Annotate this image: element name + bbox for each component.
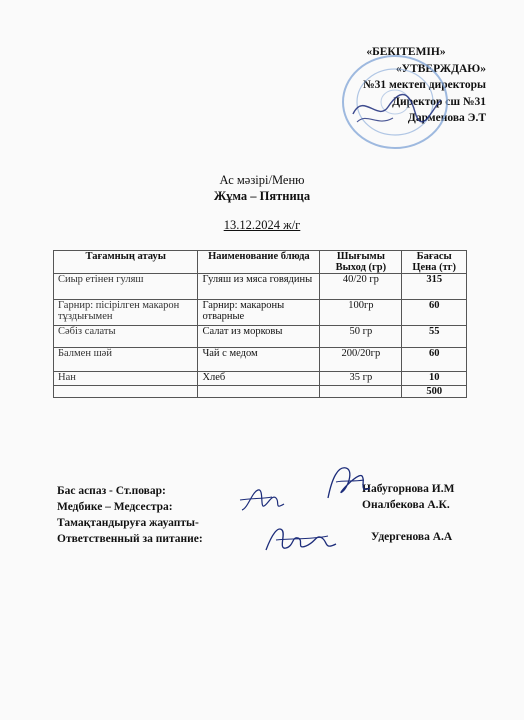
table-header-row-1 bbox=[54, 251, 467, 263]
table-row bbox=[54, 326, 467, 348]
responsible-signature-icon bbox=[262, 520, 342, 560]
col-name-kz-header: Тағамның атауы bbox=[54, 251, 198, 274]
dish-yield: 200/20гр bbox=[320, 348, 402, 372]
dish-name-kz: Нан bbox=[54, 372, 198, 386]
cook-label: Бас аспаз - Ст.повар: bbox=[57, 485, 166, 497]
col-yield-ru-header: Выход (гр) bbox=[320, 262, 402, 274]
nurse-label: Медбике – Медсестра: bbox=[57, 501, 173, 513]
dish-name-kz: Гарнир: пісірілген макарон тұздығымен bbox=[54, 300, 198, 326]
school-stamp-icon bbox=[333, 52, 453, 152]
dish-name-ru: Хлеб bbox=[198, 372, 320, 386]
responsible-label-ru: Ответственный за питание: bbox=[57, 533, 203, 545]
table-row bbox=[54, 300, 467, 326]
dish-price: 60 bbox=[402, 300, 467, 326]
dish-yield: 40/20 гр bbox=[320, 274, 402, 300]
dish-yield: 100гр bbox=[320, 300, 402, 326]
table-row bbox=[54, 372, 467, 386]
dish-name-ru: Гуляш из мяса говядины bbox=[198, 274, 320, 300]
dish-name-ru: Гарнир: макароны отварные bbox=[198, 300, 320, 326]
menu-day: Жұма – Пятница bbox=[213, 189, 311, 203]
dish-name-ru: Чай с медом bbox=[198, 348, 320, 372]
col-name-ru-header: Наименование блюда bbox=[198, 251, 320, 274]
responsible-name: Удергенова А.А bbox=[371, 531, 453, 543]
dish-name-ru: Салат из морковы bbox=[198, 326, 320, 348]
menu-table bbox=[53, 250, 467, 398]
col-yield-kz-header: Шығымы bbox=[320, 251, 402, 263]
menu-heading bbox=[0, 172, 524, 233]
total-price: 500 bbox=[402, 386, 467, 398]
director-title-kz: №31 мектеп директоры bbox=[363, 79, 486, 91]
table-row bbox=[54, 348, 467, 372]
dish-name-kz: Сәбіз салаты bbox=[54, 326, 198, 348]
menu-title: Ас мәзірі/Меню bbox=[219, 173, 305, 187]
dish-price: 60 bbox=[402, 348, 467, 372]
director-name: Дарменова Э.Т bbox=[407, 112, 486, 124]
dish-name-kz: Балмен шәй bbox=[54, 348, 198, 372]
cook-signature-icon bbox=[318, 458, 378, 508]
dish-price: 315 bbox=[402, 274, 467, 300]
total-row bbox=[54, 386, 467, 398]
nurse-name: Оналбекова А.К. bbox=[362, 499, 450, 511]
approval-ru: «УТВЕРЖДАЮ» bbox=[395, 62, 486, 75]
director-title-ru: Директор сш №31 bbox=[392, 95, 486, 108]
menu-date: 13.12.2024 ж/г bbox=[223, 218, 301, 232]
responsible-label-kz: Тамақтандыруға жауапты- bbox=[57, 517, 199, 529]
col-price-ru-header: Цена (тг) bbox=[402, 262, 467, 274]
approval-kz: «БЕКІТЕМІН» bbox=[366, 46, 446, 58]
dish-price: 55 bbox=[402, 326, 467, 348]
cook-name: Набугорнова И.М bbox=[362, 483, 455, 495]
dish-name-kz: Сиыр етінен гуляш bbox=[54, 274, 198, 300]
nurse-signature-icon bbox=[238, 482, 288, 518]
dish-yield: 35 гр bbox=[320, 372, 402, 386]
dish-price: 10 bbox=[402, 372, 467, 386]
dish-yield: 50 гр bbox=[320, 326, 402, 348]
table-row bbox=[54, 274, 467, 300]
col-price-kz-header: Бағасы bbox=[402, 251, 467, 263]
